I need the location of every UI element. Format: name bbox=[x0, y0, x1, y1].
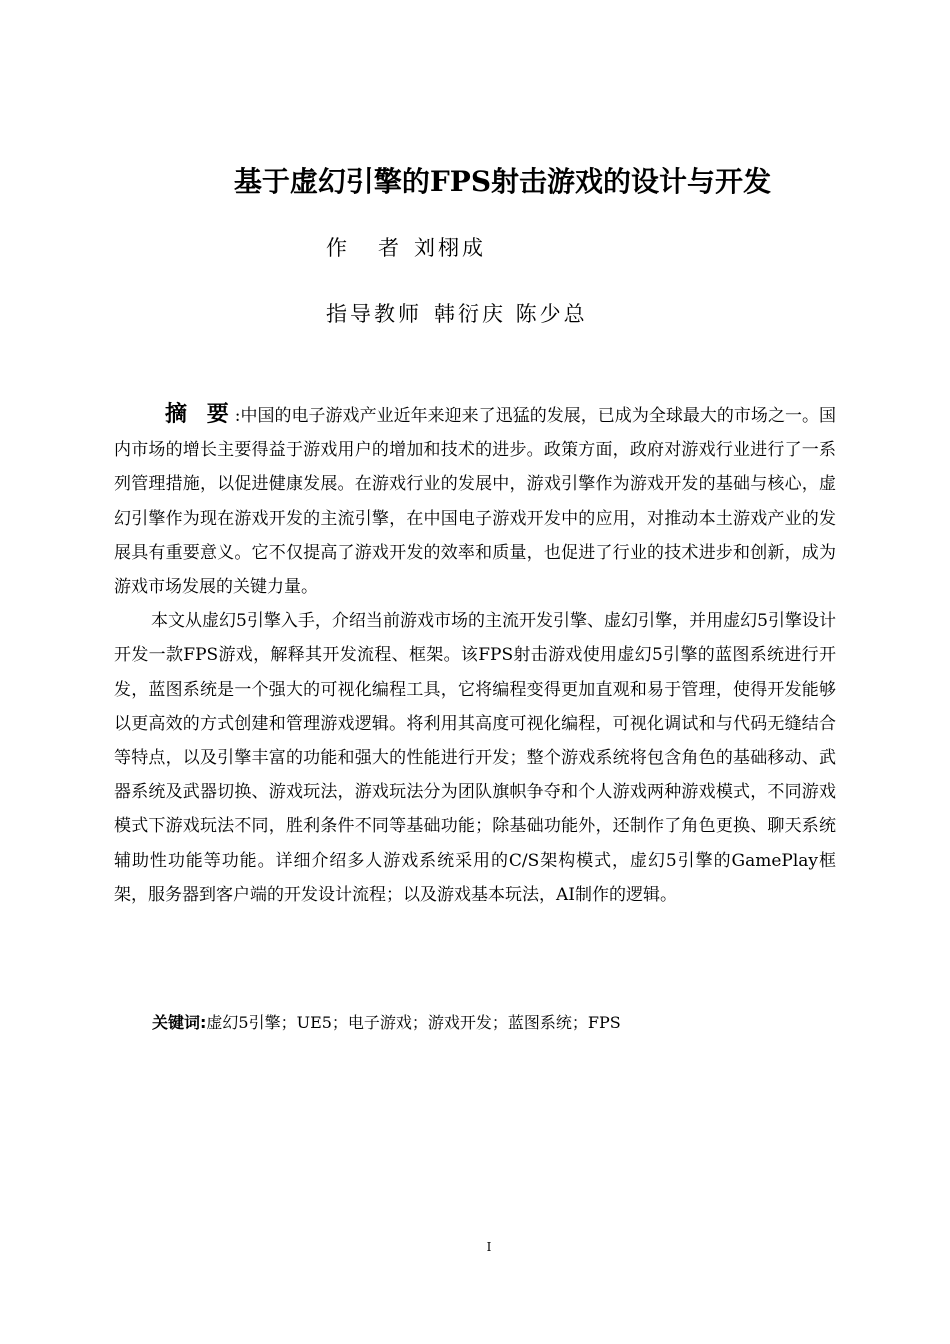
advisor-line bbox=[326, 298, 588, 328]
advisor-label: 指导教师 bbox=[326, 302, 422, 326]
abstract-heading: 摘 要 bbox=[165, 402, 235, 427]
author-label-part1: 作 bbox=[326, 236, 350, 260]
paper-title: 基于虚幻引擎的FPS射击游戏的设计与开发 bbox=[233, 165, 772, 198]
abstract-colon: : bbox=[234, 406, 241, 426]
author-label-part2: 者 bbox=[378, 236, 402, 260]
abstract-section bbox=[114, 398, 836, 912]
author-name: 刘栩成 bbox=[414, 236, 486, 260]
abstract-paragraph-2: 本文从虚幻5引擎入手，介绍当前游戏市场的主流开发引擎、虚幻引擎，并用虚幻5引擎设计开发一款FPS游戏，解释其开发流程、框架。该FPS射击游戏使用虚幻5引擎的蓝图系统进行开发，蓝图系统是一个强大的可视化编程工具，它将编程变得更加直观和易于管理，使得开发能够以更高效的方式创建和管理游戏逻辑。将利用其高度可视化编程，可视化调试和与代码无缝结合等特点，以及引擎丰富的功能和强大的性能进行开发；整个游戏系统将包含角色的基础移动、武器系统及武器切换、游戏玩法，游戏玩法分为团队旗帜争夺和个人游戏两种游戏模式，不同游戏模式下游戏玩法不同，胜利条件不同等基础功能；除基础功能外，还制作了角色更换、聊天系统辅助性功能等功能。详细介绍多人游戏系统采用的C/S架构模式，虚幻5引擎的GamePlay框架，服务器到客户端的开发设计流程；以及游戏基本玩法，AI制作的逻辑。 bbox=[114, 611, 836, 905]
author-line bbox=[326, 232, 486, 262]
keywords-label: 关键词: bbox=[152, 1013, 207, 1032]
keywords-line bbox=[152, 1010, 621, 1033]
page-number: I bbox=[486, 1240, 492, 1254]
keywords-values: 虚幻5引擎；UE5；电子游戏；游戏开发；蓝图系统；FPS bbox=[206, 1013, 621, 1032]
abstract-paragraph-1-text: 中国的电子游戏产业近年来迎来了迅猛的发展，已成为全球最大的市场之一。国内市场的增长主要得益于游戏用户的增加和技术的进步。政策方面，政府对游戏行业进行了一系列管理措施，以促进健康发展。在游戏行业的发展中，游戏引擎作为游戏开发的基础与核心，虚幻引擎作为现在游戏开发的主流引擎，在中国电子游戏开发中的应用，对推动本土游戏产业的发展具有重要意义。它不仅提高了游戏开发的效率和质量，也促进了行业的技术进步和创新，成为游戏市场发展的关键力量。 bbox=[114, 406, 836, 598]
abstract-paragraph-1 bbox=[114, 398, 836, 604]
advisor-names: 韩衍庆 陈少总 bbox=[434, 302, 588, 326]
